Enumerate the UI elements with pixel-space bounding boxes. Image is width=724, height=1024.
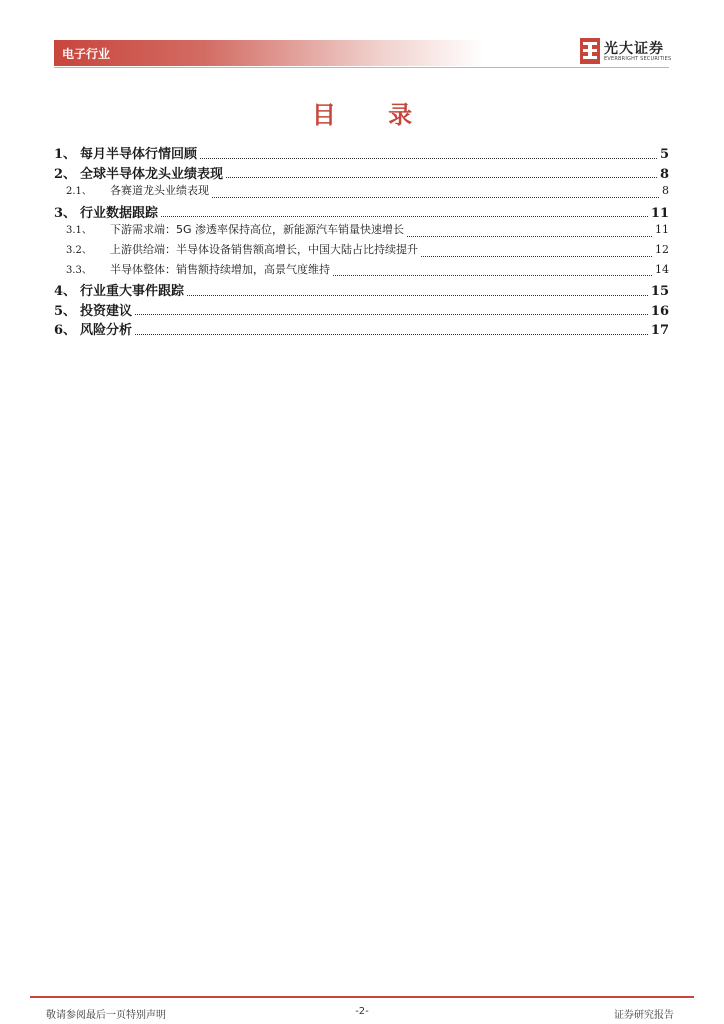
toc-entry-text: 半导体整体：销售额持续增加，高景气度维持	[110, 262, 330, 276]
toc-entry-page: 5	[659, 147, 669, 162]
toc-subentry[interactable]	[54, 241, 669, 261]
toc-entry[interactable]	[54, 319, 669, 339]
toc-entry-page: 11	[655, 223, 669, 237]
toc-entry-text: 每月半导体行情回顾	[80, 147, 198, 162]
toc-entry-number: 3.3、	[66, 264, 92, 276]
toc-entry-text: 行业数据跟踪	[80, 205, 159, 221]
toc-entry-text: 下游需求端：5G 渗透率保持高位，新能源汽车销量快速增长	[110, 223, 405, 237]
toc-entry[interactable]	[54, 202, 669, 222]
toc-entry-page: 8	[659, 166, 669, 182]
toc-entry-number: 6、	[54, 323, 77, 339]
toc-entry-page: 14	[655, 262, 669, 276]
toc-subentry[interactable]	[54, 261, 669, 281]
footer-divider	[30, 996, 694, 998]
toc-entry-page: 17	[650, 323, 669, 339]
toc-leader-dots	[187, 294, 648, 296]
toc-leader-dots	[421, 255, 652, 257]
toc-entry-number: 1、	[54, 147, 77, 162]
toc-leader-dots	[135, 313, 648, 315]
footer-disclaimer: 敬请参阅最后一页特别声明	[46, 1010, 166, 1021]
logo-chinese-text: 光大证券	[604, 41, 664, 57]
toc-entry[interactable]	[54, 163, 669, 183]
toc-leader-dots	[407, 235, 652, 237]
toc-leader-dots	[135, 333, 648, 335]
toc-entry-page: 12	[655, 242, 669, 256]
toc-leader-dots	[226, 176, 657, 178]
toc-entry-text: 全球半导体龙头业绩表现	[80, 166, 224, 182]
toc-entry-number: 4、	[54, 284, 77, 300]
toc-entry-page: 11	[650, 205, 669, 221]
toc-entry-page: 16	[650, 303, 669, 319]
everbright-logo-icon	[580, 38, 600, 64]
toc-subentry[interactable]	[54, 221, 669, 241]
toc-entry[interactable]	[54, 143, 669, 163]
toc-entry-number: 3.1、	[66, 225, 92, 237]
section-label: 电子行业	[62, 47, 111, 61]
toc-entry-page: 8	[662, 184, 669, 198]
toc-entry-number: 3、	[54, 205, 77, 221]
page-number: -2-	[355, 1006, 369, 1017]
toc-subentry[interactable]	[54, 182, 669, 202]
toc-entry-text: 投资建议	[80, 303, 133, 319]
toc-entry-text: 上游供给端：半导体设备销售额高增长，中国大陆占比持续提升	[110, 242, 418, 256]
toc-entry-page: 15	[650, 284, 669, 300]
toc-entry-number: 5、	[54, 303, 77, 319]
toc-leader-dots	[161, 215, 648, 217]
toc-entry-text: 行业重大事件跟踪	[80, 284, 185, 300]
table-of-contents	[54, 143, 669, 339]
toc-entry[interactable]	[54, 300, 669, 320]
toc-entry[interactable]	[54, 280, 669, 300]
toc-entry-text: 风险分析	[80, 323, 133, 339]
toc-entry-text: 各赛道龙头业绩表现	[110, 184, 209, 198]
company-logo	[580, 37, 672, 65]
toc-leader-dots	[200, 157, 657, 159]
toc-entry-number: 2、	[54, 166, 77, 182]
toc-leader-dots	[212, 196, 659, 198]
footer-report-type: 证券研究报告	[614, 1010, 674, 1021]
header-section-bar	[54, 40, 484, 66]
toc-entry-number: 2.1、	[66, 186, 92, 198]
toc-leader-dots	[333, 274, 652, 276]
header-divider	[54, 67, 669, 68]
logo-english-text: EVERBRIGHT SECURITIES	[604, 56, 672, 62]
toc-title: 目 录	[311, 101, 435, 129]
toc-entry-number: 3.2、	[66, 244, 92, 256]
